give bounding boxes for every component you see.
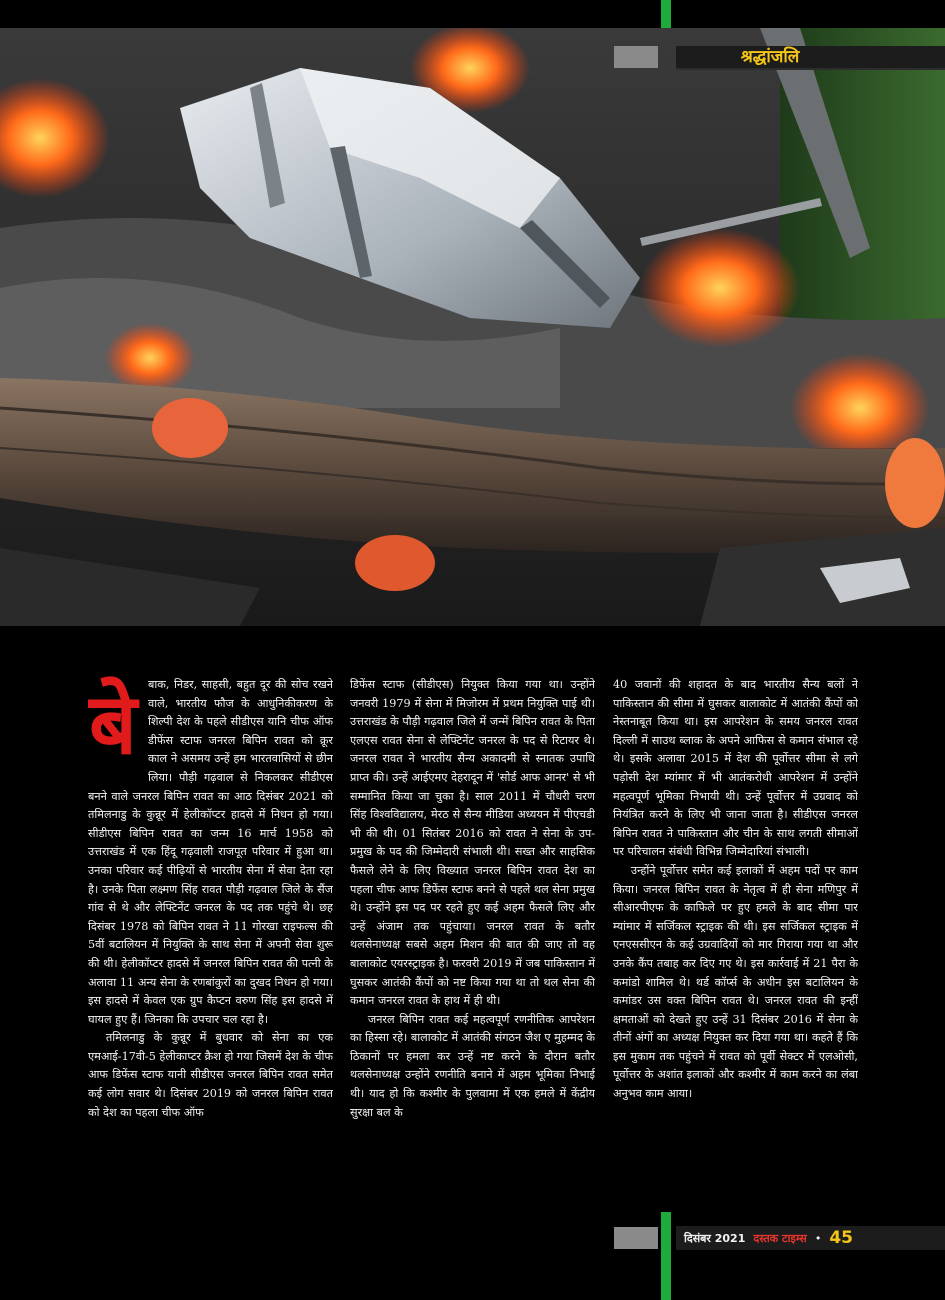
crash-site-photo [0,28,945,626]
paragraph: तमिलनाडु के कुन्नूर में बुधवार को सेना का एक एमआई-17वी-5 हेलीकाप्टर क्रैश हो गया जिसमें देश के चीफ आफ डिफेंस स्टाफ यानी सीडीएस जनरल बिपिन रावत समेत कई लोग सवार थे। दिसंबर 2019 को जनरल बिपिन रावत को देश का पहला चीफ ऑफ [88,1031,333,1119]
footer-separator: • [814,1231,822,1245]
paragraph: जनरल बिपिन रावत कई महत्वपूर्ण रणनीतिक आपरेशन का हिस्सा रहे। बालाकोट में आतंकी संगठन जैश ए मुहम्मद के ठिकानों पर हमला कर उन्हें नष्ट करने के दौरान बतौर थलसेनाध्यक्ष उन्होंने रणनीति बनाने में अहम भूमिका निभाई थी। याद हो कि कश्मीर के पुलवामा में एक हमले में केंद्रीय सुरक्षा बल के [350,1012,595,1119]
section-title: श्रद्धांजलि [740,47,800,67]
article-body [88,676,858,1216]
paragraph: उन्होंने पूर्वोत्तर समेत कई इलाकों में अहम पदों पर काम किया। जनरल बिपिन रावत के नेतृत्व में ही सेना मणिपुर में सीआरपीएफ के काफिले पर हुए हमले के बाद सीमा पार म्यांमार में सर्जिकल स्ट्राइक की थी। इस सर्जिकल स्ट्राइक में एनएससीएन के कई उग्रवादियों को मार गिराया गया था और उनके कैंप तबाह कर दिए गए थे। इस कार्रवाई में 21 पैरा के कमांडो शामिल थे। थर्ड कॉर्प्स के अधीन इस बटालियन के कमांडर उस वक्त बिपिन रावत थे। जनरल रावत की इन्हीं क्षमताओं को देखते हुए उन्हें 31 दिसंबर 2016 में सेना के तीनों अंगों का अध्यक्ष नियुक्त कर दिया गया था। कहते हैं कि इस मुकाम तक पहुंचने में रावत को पूर्वी सेक्टर में एलओसी, पूर्वोत्तर के अशांत इलाकों और कश्मीर में काम करने का लंबा अनुभव काम आया। [613,863,858,1101]
grey-tab-top [614,46,658,68]
article-column-3 [613,676,858,1216]
article-column-1 [88,676,333,1216]
grey-tab-bottom [614,1227,658,1249]
paragraph: बाक, निडर, साहसी, बहुत दूर की सोच रखने वाले, भारतीय फौज के आधुनिकीकरण के शिल्पी देश के पहले सीडीएस यानि चीफ ऑफ डीफेंस स्टाफ जनरल बिपिन रावत को क्रूर काल ने असमय उन्हें हम भारतवासियों से छीन लिया। पौड़ी गढ़वाल से निकलकर सीडीएस बनने वाले जनरल बिपिन रावत का आठ दिसंबर 2021 को तमिलनाडु के कुन्नूर में हेलीकॉप्टर हादसे में निधन हो गया। सीडीएस बिपिन रावत का जन्म 16 मार्च 1958 को उत्तराखंड में एक हिंदू गढ़वाली राजपूत परिवार में हुआ था। उनका परिवार कई पीढ़ियों से भारतीय सेना में सेवा देता रहा है। उनके पिता लक्ष्मण सिंह रावत पौड़ी गढ़वाल जिले के सैंज गांव से थे और लेफ्टिनेंट जनरल के पद तक पहुंचे थे। छह दिसंबर 1978 को बिपिन रावत ने 11 गोरखा राइफल्स की 5वीं बटालियन में नियुक्ति के साथ सेना में अपनी सेवा शुरू की थी। हेलीकॉप्टर हादसे में जनरल बिपिन रावत की पत्नी के अलावा 11 अन्य सेना के रणबांकुरों का दुखद निधन हो गया। इस हादसे में केवल एक ग्रुप कैप्टन वरुण सिंह इस हादसे में घायल हुए हैं। जिनका कि उपचार चल रहा है। [88,678,333,1026]
magazine-logo: दस्तक टाइम्स [753,1231,807,1245]
paragraph: 40 जवानों की शहादत के बाद भारतीय सैन्य बलों ने पाकिस्तान की सीमा में घुसकर बालाकोट में आतंकी कैंपों को नेस्तनाबूत किया था। इस आपरेशन के समय जनरल रावत दिल्ली में साउथ ब्लाक के अपने आफिस से कमान संभाल रहे थे। इसके अलावा 2015 में देश की पूर्वोत्तर सीमा से लगे पड़ोसी देश म्यांमार में भी आतंकरोधी आपरेशन में उन्होंने महत्वपूर्ण भूमिका निभायी थी। उन्हें पूर्वोत्तर में उग्रवाद को नियंत्रित करने के लिए भी जाना जाता है। सीडीएस जनरल बिपिन रावत ने पाकिस्तान और चीन के साथ लगती सीमाओं पर परिचालन संबंधी विभिन्न जिम्मेदारियां संभाली। [613,678,858,859]
page-number: 45 [829,1228,854,1248]
green-accent-bar-bottom [661,1212,671,1300]
issue-date: दिसंबर 2021 [684,1231,746,1245]
page-footer [676,1226,945,1250]
article-column-2 [350,676,595,1216]
drop-cap: बे [89,676,137,773]
helicopter-crash-photo [0,28,945,626]
paragraph: डिफेंस स्टाफ (सीडीएस) नियुक्त किया गया था। उन्होंने जनवरी 1979 में सेना में मिजोरम में प्रथम नियुक्ति पाई थी। उत्तराखंड के पौड़ी गढ़वाल जिले में जन्में बिपिन रावत के पिता एलएस रावत सेना से लेफ्टिनेंट जनरल के पद से रिटायर थे। जनरल रावत ने भारतीय सैन्य अकादमी से स्नातक उपाधि प्राप्त की। उन्हें आईएमए देहरादून में 'सोर्ड आफ आनर' से भी सम्मानित किया जा चुका है। साल 2011 में चौधरी चरण सिंह विश्वविद्यालय, मेरठ से सैन्य मीडिया अध्ययन में पीएचडी भी की थी। 01 सितंबर 2016 को रावत ने सेना के उप-प्रमुख के पद की जिम्मेदारी संभाली थी। सख्त और साहसिक फैसले लेने के लिए विख्यात जनरल बिपिन रावत देश का पहला चीफ आफ डिफेंस स्टाफ बनने से पहले थल सेना प्रमुख थे। उन्होंने इस पद पर रहते हुए कई अहम फैसले लिए और उन्हें अंजाम तक पहुंचाया। जनरल रावत के बतौर थलसेनाध्यक्ष सबसे अहम मिशन की बात की जाए तो वह बालाकोट एयरस्ट्राइक है। फरवरी 2019 में जब पाकिस्तान में घुसकर आतंकी कैंपों को नष्ट किया गया था तो थल सेना की कमान जनरल रावत के हाथ में ही थी। [350,678,595,1008]
